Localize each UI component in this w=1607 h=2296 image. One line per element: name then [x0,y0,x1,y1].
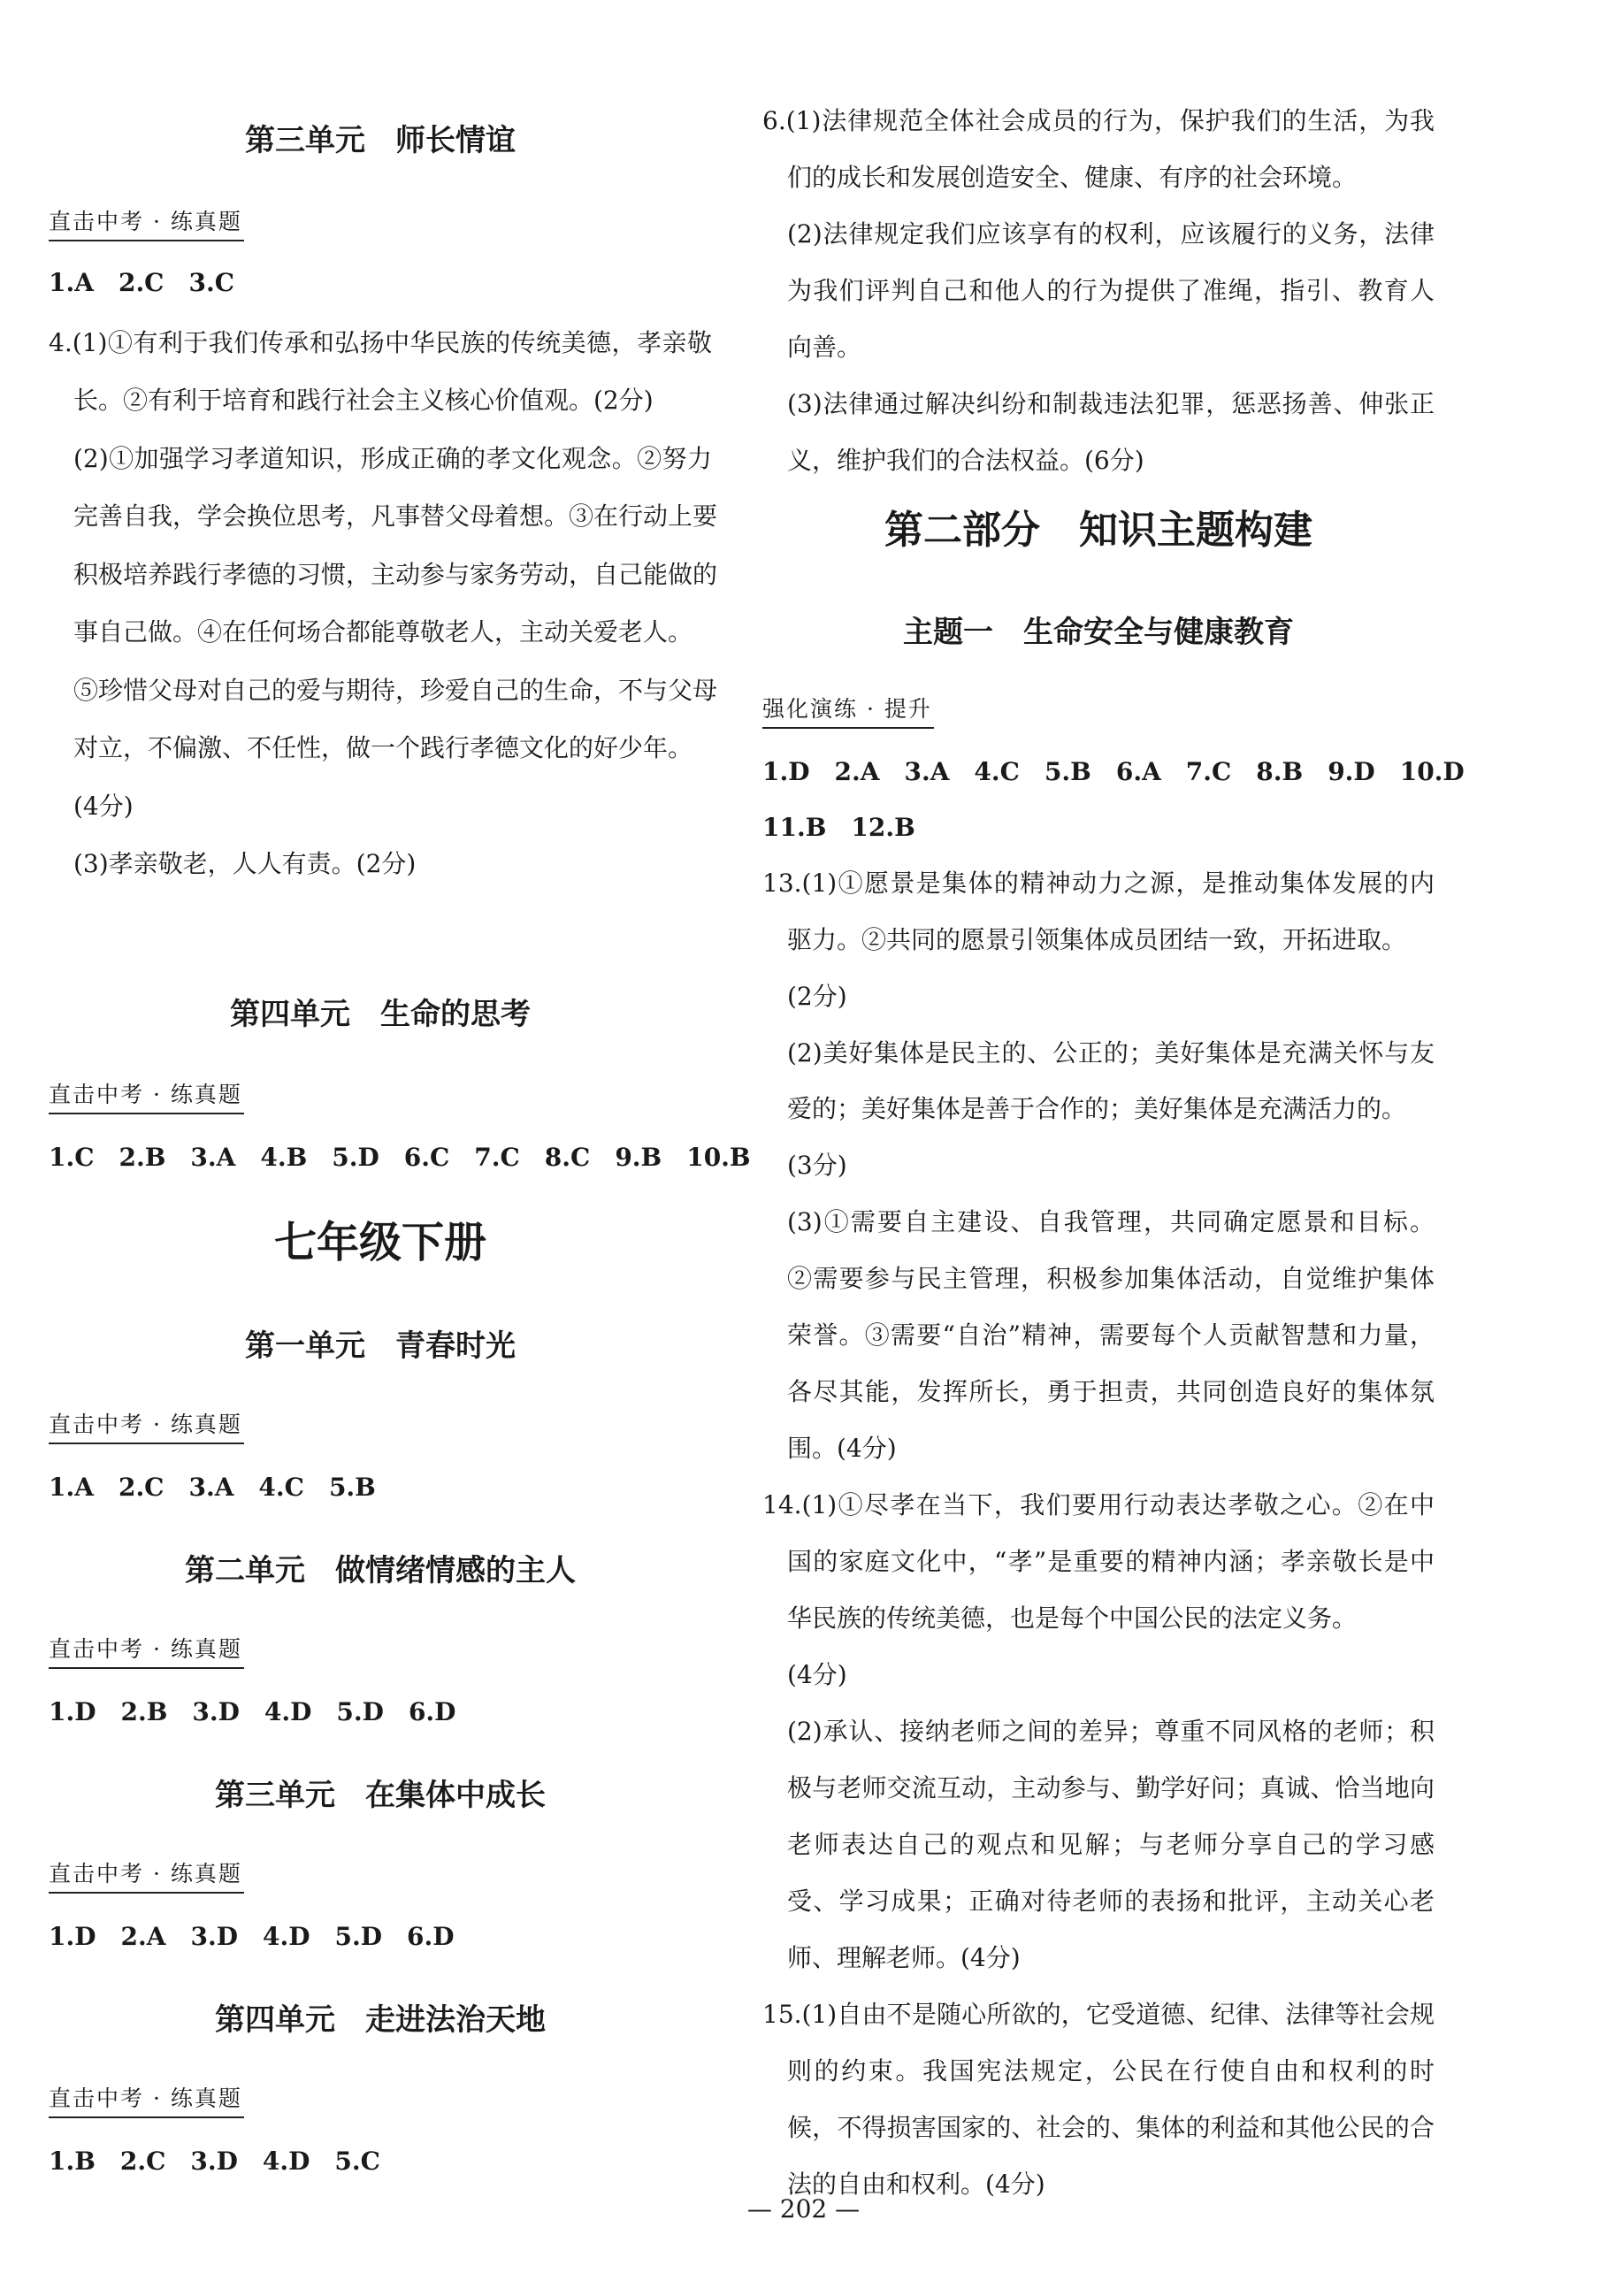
unit3-section-label: 直击中考 · 练真题 [49,206,244,241]
q14-line: 极与老师交流互动，主动参与、勤学好问；真诚、恰当地向 [787,1773,1435,1802]
q13-line: 13.(1)①愿景是集体的精神动力之源，是推动集体发展的内 [762,869,1435,898]
g7b-unit3-section-label: 直击中考 · 练真题 [49,1858,244,1894]
q13-line: 荣誉。③需要“自治”精神，需要每个人贡献智慧和力量， [787,1320,1435,1350]
q14-line: 华民族的传统美德，也是每个中国公民的法定义务。 [787,1603,1358,1633]
g7b-unit1-title: 第一单元 青春时光 [245,1328,516,1364]
g7b-unit1-answers: 1.A 2.C 3.A 4.C 5.B [49,1473,376,1502]
q14-line: 国的家庭文化中，“孝”是重要的精神内涵；孝亲敬长是中 [787,1547,1435,1576]
q13-line: (2)美好集体是民主的、公正的；美好集体是充满关怀与友 [787,1038,1435,1068]
q14-line: 受、学习成果；正确对待老师的表扬和批评，主动关心老 [787,1887,1435,1916]
q6-line: 为我们评判自己和他人的行为提供了准绳，指引、教育人 [787,276,1435,305]
theme1-answers-row1: 1.D 2.A 3.A 4.C 5.B 6.A 7.C 8.B 9.D 10.D [762,757,1465,786]
q15-line: 则的约束。我国宪法规定，公民在行使自由和权利的时 [787,2056,1435,2086]
q4-line: 完善自我，学会换位思考，凡事替父母着想。③在行动上要 [73,501,718,531]
q6-line: 们的成长和发展创造安全、健康、有序的社会环境。 [787,163,1358,192]
q14-line: 老师表达自己的观点和见解；与老师分享自己的学习感 [787,1830,1435,1859]
unit3-title: 第三单元 师长情谊 [245,123,516,158]
q14-line: (4分) [787,1660,847,1689]
q6-line: 义，维护我们的合法权益。(6分) [787,446,1144,475]
q4-line: (2)①加强学习孝道知识，形成正确的孝文化观念。②努力 [73,444,712,473]
q13-line: 驱力。②共同的愿景引领集体成员团结一致，开拓进取。 [787,925,1407,954]
q4-line: (4分) [73,792,134,821]
g7b-unit2-title: 第二单元 做情绪情感的主人 [185,1553,576,1588]
q6-line: 向善。 [787,333,862,362]
unit4-answers: 1.C 2.B 3.A 4.B 5.D 6.C 7.C 8.C 9.B 10.B [49,1143,751,1172]
q13-line: 爱的；美好集体是善于合作的；美好集体是充满活力的。 [787,1094,1407,1123]
q4-line: (3)孝亲敬老，人人有责。(2分) [73,849,417,878]
q15-line: 15.(1)自由不是随心所欲的，它受道德、纪律、法律等社会规 [762,2000,1435,2029]
page-number: — 202 — [746,2194,861,2223]
q13-line: (3)①需要自主建设、自我管理，共同确定愿景和目标。 [787,1207,1435,1236]
theme1-title: 主题一 生命安全与健康教育 [903,615,1294,650]
theme1-section-label: 强化演练 · 提升 [762,693,934,729]
q13-line: (2分) [787,982,847,1011]
g7b-unit4-answers: 1.B 2.C 3.D 4.D 5.C [49,2147,380,2176]
q13-line: ②需要参与民主管理，积极参加集体活动，自觉维护集体 [787,1264,1435,1293]
q15-line: 法的自由和权利。(4分) [787,2170,1045,2199]
q13-line: (3分) [787,1151,847,1180]
q4-line: 对立，不偏激、不任性，做一个践行孝德文化的好少年。 [73,733,693,762]
g7b-unit4-title: 第四单元 走进法治天地 [215,2002,546,2038]
g7b-unit1-section-label: 直击中考 · 练真题 [49,1409,244,1444]
q4-line: 积极培养践行孝德的习惯，主动参与家务劳动，自己能做的 [73,560,718,589]
q13-line: 各尽其能，发挥所长，勇于担责，共同创造良好的集体氛 [787,1377,1435,1406]
g7b-unit2-answers: 1.D 2.B 3.D 4.D 5.D 6.D [49,1697,456,1726]
q14-line: 14.(1)①尽孝在当下，我们要用行动表达孝敬之心。②在中 [762,1490,1435,1519]
g7b-unit3-answers: 1.D 2.A 3.D 4.D 5.D 6.D [49,1922,455,1951]
unit3-answers: 1.A 2.C 3.C [49,268,234,297]
q14-line: 师、理解老师。(4分) [787,1943,1021,1972]
unit4-title: 第四单元 生命的思考 [230,997,531,1032]
grade-title: 七年级下册 [273,1218,486,1267]
q15-line: 候，不得损害国家的、社会的、集体的利益和其他公民的合 [787,2113,1435,2142]
q6-line: (2)法律规定我们应该享有的权利，应该履行的义务，法律 [787,219,1435,249]
theme1-answers-row2: 11.B 12.B [762,813,915,842]
q6-line: (3)法律通过解决纠纷和制裁违法犯罪，惩恶扬善、伸张正 [787,389,1435,418]
part2-title: 第二部分 知识主题构建 [884,508,1312,553]
g7b-unit4-section-label: 直击中考 · 练真题 [49,2083,244,2118]
q4-line: 事自己做。④在任何场合都能尊敬老人，主动关爱老人。 [73,617,693,647]
q13-line: 围。(4分) [787,1434,897,1463]
q4-line: 长。②有利于培育和践行社会主义核心价值观。(2分) [73,386,654,415]
q14-line: (2)承认、接纳老师之间的差异；尊重不同风格的老师；积 [787,1717,1435,1746]
q6-line: 6.(1)法律规范全体社会成员的行为，保护我们的生活，为我 [762,106,1435,135]
q4-line: 4.(1)①有利于我们传承和弘扬中华民族的传统美德，孝亲敬 [49,328,712,357]
g7b-unit3-title: 第三单元 在集体中成长 [215,1778,546,1813]
q4-line: ⑤珍惜父母对自己的爱与期待，珍爱自己的生命，不与父母 [73,676,718,705]
g7b-unit2-section-label: 直击中考 · 练真题 [49,1634,244,1669]
unit4-section-label: 直击中考 · 练真题 [49,1079,244,1114]
